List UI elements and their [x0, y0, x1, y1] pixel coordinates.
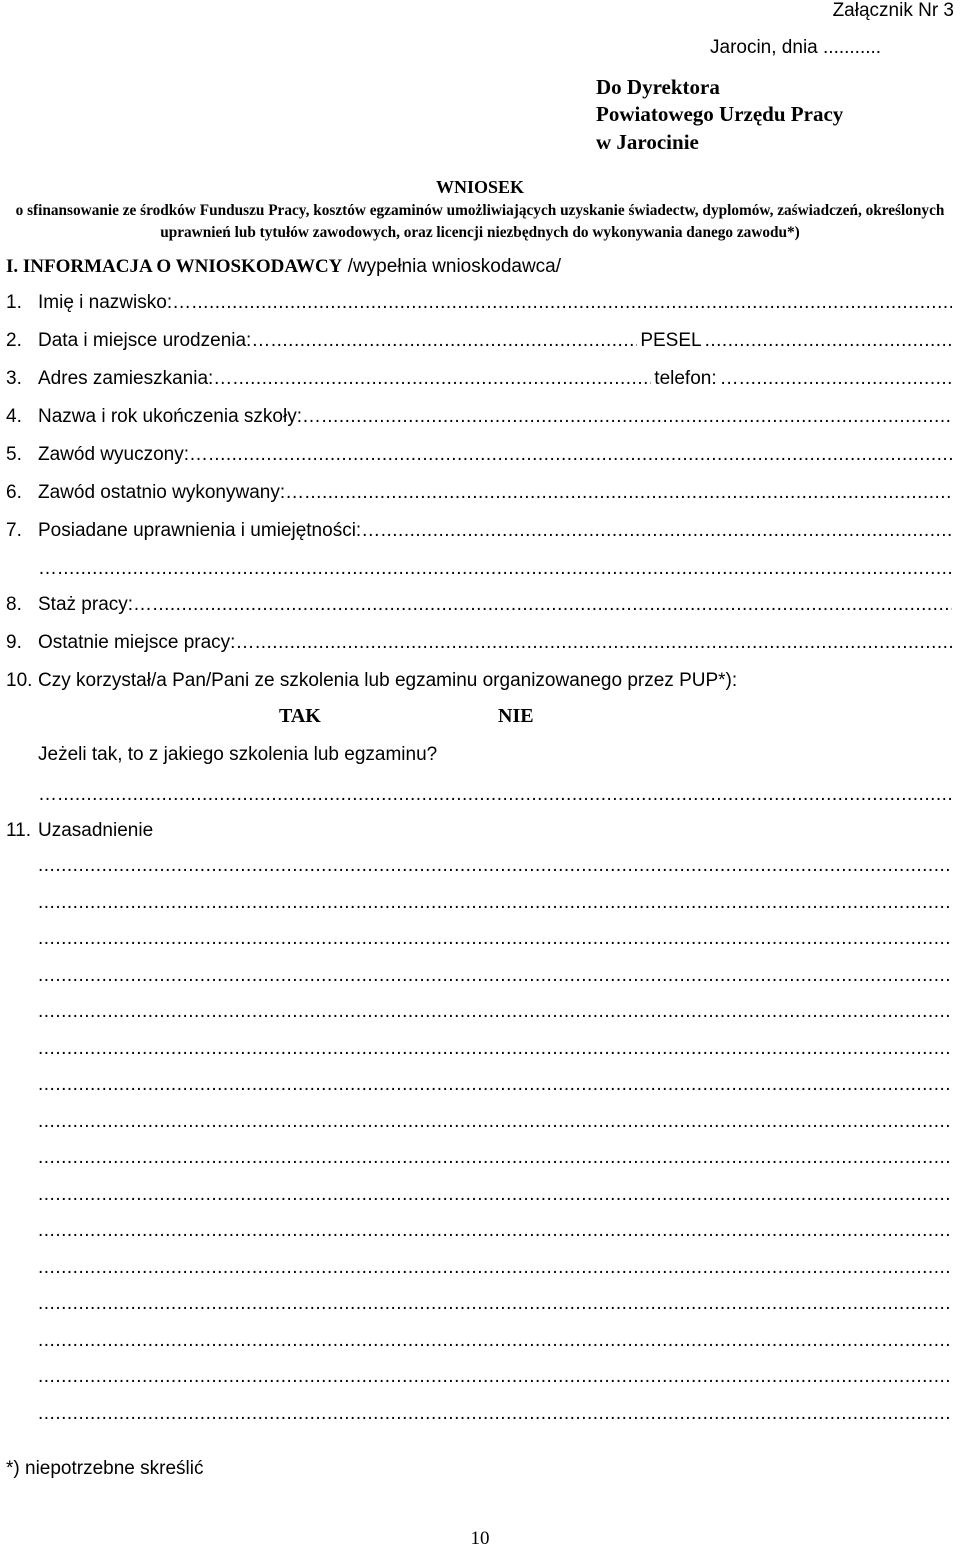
- fill-line[interactable]: [705, 330, 952, 352]
- field-label: Ostatnie miejsce pracy:: [38, 632, 236, 653]
- fill-line[interactable]: [38, 558, 952, 580]
- field-training-question: [6, 744, 952, 770]
- field-birth[interactable]: [6, 330, 952, 356]
- fill-line[interactable]: [189, 444, 952, 466]
- justification-line[interactable]: [6, 1330, 952, 1356]
- fill-line[interactable]: [172, 292, 952, 314]
- fill-line[interactable]: [38, 1147, 952, 1169]
- document-title: WNIOSEK: [435, 177, 525, 197]
- field-experience[interactable]: [6, 594, 952, 620]
- justification-line[interactable]: [6, 1403, 952, 1429]
- field-label: Posiadane uprawnienia i umiejętności:: [38, 520, 362, 541]
- field-label: Adres zamieszkania:: [38, 368, 214, 389]
- fill-line[interactable]: [38, 855, 952, 877]
- fill-line[interactable]: [38, 1293, 952, 1315]
- field-number: 6.: [6, 482, 22, 503]
- justification-line[interactable]: [6, 1147, 952, 1173]
- field-label: Data i miejsce urodzenia:: [38, 330, 252, 351]
- field-label: Jeżeli tak, to z jakiego szkolenia lub egzaminu?: [38, 744, 438, 765]
- option-yes[interactable]: TAK: [279, 705, 321, 727]
- fill-line[interactable]: [38, 1074, 952, 1096]
- field-label: Zawód ostatnio wykonywany:: [38, 482, 286, 503]
- field-number: 2.: [6, 330, 22, 351]
- field-number: 11.: [6, 820, 32, 841]
- fill-line[interactable]: [213, 368, 651, 390]
- justification-line[interactable]: [6, 1111, 952, 1137]
- justification-line[interactable]: [6, 1220, 952, 1246]
- fill-line[interactable]: [285, 482, 952, 504]
- justification-line[interactable]: [6, 1293, 952, 1319]
- field-number: 5.: [6, 444, 22, 465]
- fill-line[interactable]: [38, 784, 952, 806]
- field-label: Staż pracy:: [38, 594, 134, 615]
- section-heading: [6, 256, 561, 278]
- footnote: *) niepotrzebne skreślić: [6, 1458, 204, 1479]
- field-last-profession[interactable]: [6, 482, 952, 508]
- fill-line[interactable]: [38, 1257, 952, 1279]
- place-date[interactable]: Jarocin, dnia ...........: [710, 37, 882, 58]
- document-subtitle: o sfinansowanie ze środków Funduszu Pracy, kosztów egzaminów umożliwiających uzyskanie świadectw, dyplomów, zaświadczeń, określonych uprawnień lub tytułów zawodowych, oraz licencji niezbędnych do wykonywania danego zawodu*): [15, 202, 945, 241]
- field-address[interactable]: [6, 368, 952, 394]
- field-justification: [6, 820, 952, 846]
- field-school[interactable]: [6, 406, 952, 432]
- field-name[interactable]: [6, 292, 952, 318]
- fill-line[interactable]: [38, 1038, 952, 1060]
- justification-line[interactable]: [6, 1074, 952, 1100]
- fill-line[interactable]: [133, 594, 952, 616]
- field-label: Uzasadnienie: [38, 820, 154, 841]
- fill-line[interactable]: [38, 1403, 952, 1425]
- section-title: I. INFORMACJA O WNIOSKODAWCY: [6, 256, 343, 277]
- fill-line[interactable]: [38, 1330, 952, 1352]
- justification-line[interactable]: [6, 1366, 952, 1392]
- field-number: 10.: [6, 670, 33, 691]
- addressee-line-1: Do Dyrektora: [596, 75, 720, 99]
- fill-line[interactable]: [38, 1220, 952, 1242]
- justification-line[interactable]: [6, 892, 952, 918]
- fill-line[interactable]: [38, 892, 952, 914]
- section-note: /wypełnia wnioskodawca/: [342, 256, 562, 277]
- field-last-workplace[interactable]: [6, 632, 952, 658]
- fill-line[interactable]: [720, 368, 952, 390]
- field-label: Nazwa i rok ukończenia szkoły:: [38, 406, 302, 427]
- field-label: Imię i nazwisko:: [38, 292, 173, 313]
- field-number: 8.: [6, 594, 22, 615]
- page-number: 10: [470, 1528, 490, 1549]
- field-number: 9.: [6, 632, 22, 653]
- field-number: 7.: [6, 520, 22, 541]
- fill-line[interactable]: [38, 1111, 952, 1133]
- addressee-line-2: Powiatowego Urzędu Pracy: [596, 102, 844, 126]
- addressee-line-3: w Jarocinie: [596, 130, 699, 154]
- justification-line[interactable]: [6, 1038, 952, 1064]
- field-profession[interactable]: [6, 444, 952, 470]
- field-qualifications-cont[interactable]: [6, 558, 952, 584]
- justification-line[interactable]: [6, 928, 952, 954]
- fill-line[interactable]: [38, 928, 952, 950]
- fill-line[interactable]: [361, 520, 952, 542]
- field-number: 4.: [6, 406, 22, 427]
- field-number: 1.: [6, 292, 22, 313]
- justification-line[interactable]: [6, 1184, 952, 1210]
- justification-line[interactable]: [6, 855, 952, 881]
- annex-label: Załącznik Nr 3: [832, 0, 954, 21]
- field-training-answer[interactable]: [6, 784, 952, 810]
- option-no[interactable]: NIE: [498, 705, 534, 727]
- field-label-phone: telefon:: [654, 368, 717, 389]
- fill-line[interactable]: [38, 1001, 952, 1023]
- field-label: Czy korzystał/a Pan/Pani ze szkolenia lub egzaminu organizowanego przez PUP*):: [38, 670, 738, 691]
- fill-line[interactable]: [38, 1184, 952, 1206]
- fill-line[interactable]: [235, 632, 952, 654]
- justification-line[interactable]: [6, 965, 952, 991]
- field-training: [6, 670, 952, 696]
- field-number: 3.: [6, 368, 22, 389]
- field-label-pesel: PESEL: [640, 330, 702, 351]
- justification-line[interactable]: [6, 1257, 952, 1283]
- fill-line[interactable]: [38, 965, 952, 987]
- fill-line[interactable]: [302, 406, 952, 428]
- fill-line[interactable]: [251, 330, 637, 352]
- fill-line[interactable]: [38, 1366, 952, 1388]
- justification-line[interactable]: [6, 1001, 952, 1027]
- field-label: Zawód wyuczony:: [38, 444, 190, 465]
- field-qualifications[interactable]: [6, 520, 952, 546]
